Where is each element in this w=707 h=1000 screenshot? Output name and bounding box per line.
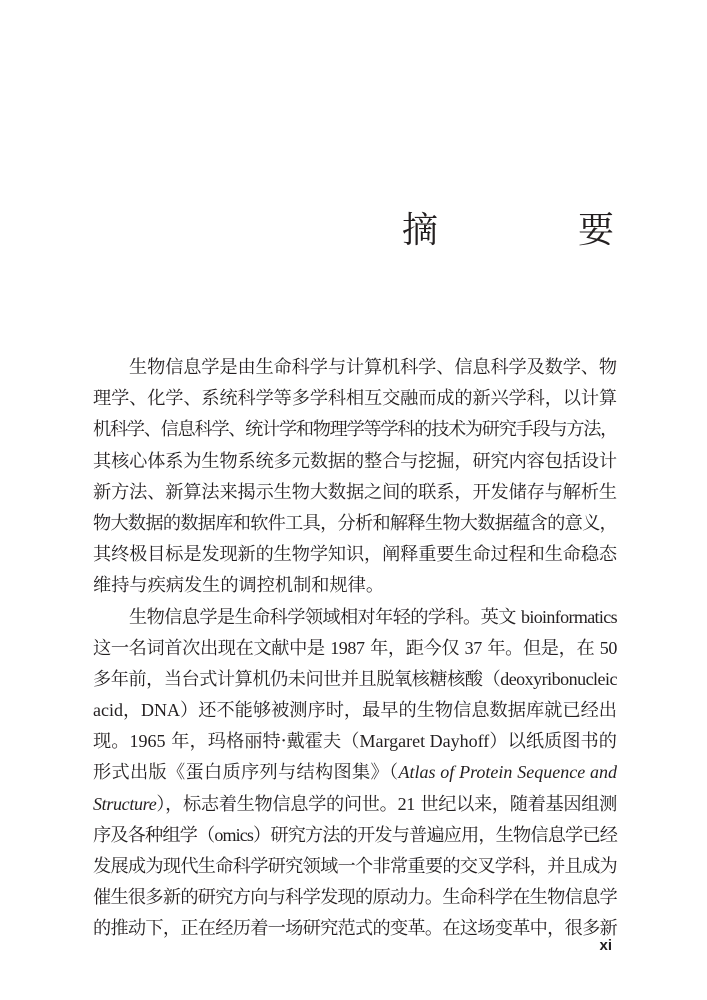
- english-term: omics: [214, 824, 253, 845]
- text-line: 发展成为现代生命科学研究领域一个非常重要的交叉学科，并且成为: [93, 856, 617, 877]
- text-segment: 年。但是，在: [487, 637, 595, 659]
- text-segment: ）以纸质图书的: [489, 731, 617, 753]
- text-segment: 序及各种组学（: [93, 824, 215, 846]
- text-line: 生物信息学是由生命科学与计算机科学、信息科学及数学、物: [129, 357, 617, 378]
- text-segment: ），标志着生物信息学的问世。: [156, 793, 398, 815]
- text-line: 机科学、信息科学、统计学和物理学等学科的技术为研究手段与方法，: [93, 419, 617, 441]
- book-title-en: Atlas of Protein Sequence and: [398, 762, 617, 783]
- text-segment: ）还不能够被测序时，最早的生物信息数据库就已经出: [180, 700, 617, 722]
- text-line: 其终极目标是发现新的生物学知识，阐释重要生命过程和生命稳态: [93, 544, 617, 566]
- text-line: 催生很多新的研究方向与科学发现的原动力。生命科学在生物信息学: [93, 887, 617, 909]
- text-line: 物大数据的数据库和软件工具，分析和解释生物大数据蕴含的意义，: [93, 512, 617, 534]
- abstract-body: [93, 352, 617, 945]
- book-title-en: Structure: [93, 793, 157, 814]
- text-line: 其核心体系为生物系统多元数据的整合与挖掘，研究内容包括设计: [93, 450, 617, 472]
- page-number: xi: [599, 937, 612, 954]
- english-term: deoxyribonucleic: [500, 668, 617, 689]
- text-segment: 年，距今仅: [370, 637, 460, 659]
- text-line: [93, 664, 617, 695]
- english-term: bioinformatics: [520, 606, 617, 627]
- text-line: [93, 726, 617, 757]
- text-segment: 世纪以来，随着基因组测: [420, 793, 618, 815]
- text-segment: 多年前，当台式计算机仍未问世并且脱氧核糖核酸（: [93, 668, 501, 690]
- number: 37: [464, 637, 482, 658]
- text-line: [93, 695, 617, 726]
- text-segment: 年，玛格丽特·戴霍夫（: [171, 731, 360, 753]
- english-term: acid，DNA: [93, 700, 181, 721]
- text-segment: 这一名词首次出现在文献中是: [93, 637, 325, 659]
- person-name: Margaret Dayhoff: [359, 731, 490, 752]
- paragraph-2: [93, 602, 617, 945]
- text-line: 维持与疾病发生的调控机制和规律。: [93, 575, 385, 597]
- paragraph-1: [93, 352, 617, 602]
- year-number: 1987: [330, 637, 365, 658]
- text-line: 的推动下，正在经历着一场研究范式的变革。在这场变革中，很多新: [93, 918, 617, 940]
- text-segment: ）研究方法的开发与普遍应用，生物信息学已经: [252, 824, 618, 846]
- page-title: 摘 要: [401, 210, 666, 251]
- year-number: 1965: [129, 731, 166, 752]
- text-segment: 现。: [93, 731, 130, 753]
- text-line: [93, 757, 617, 788]
- text-line: [93, 602, 617, 633]
- text-segment: 形式出版《蛋白质序列与结构图集》（: [93, 762, 399, 784]
- text-segment: 生物信息学是生命科学领域相对年轻的学科。英文: [129, 606, 521, 628]
- text-line: [93, 789, 617, 820]
- text-line: 理学、化学、系统科学等多学科相互交融而成的新兴学科，以计算: [93, 388, 617, 410]
- number: 50: [599, 637, 617, 658]
- number: 21: [397, 793, 415, 814]
- text-line: [93, 633, 617, 664]
- text-line: [93, 820, 617, 851]
- text-line: 新方法、新算法来揭示生物大数据之间的联系，开发储存与解析生: [93, 481, 617, 503]
